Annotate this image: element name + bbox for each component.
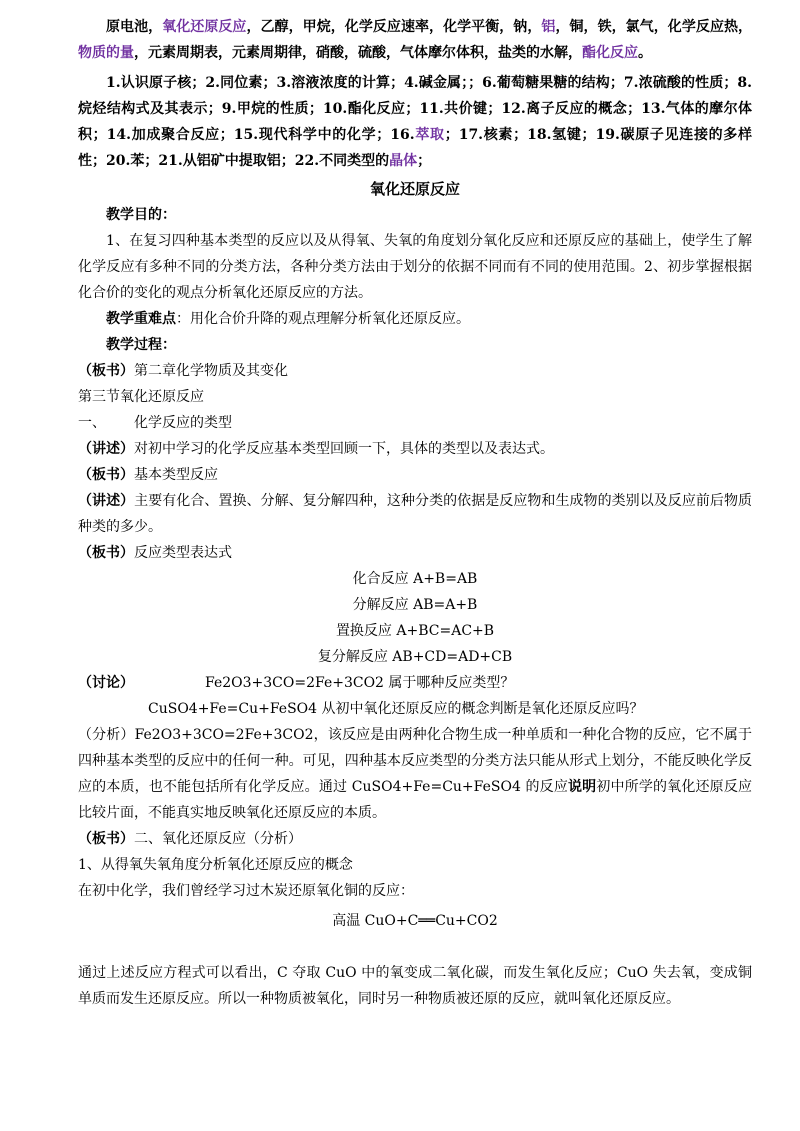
reaction-decomposition: 分解反应 AB=A+B — [352, 597, 478, 613]
board-line-1: （板书）第二章化学物质及其变化 — [78, 363, 288, 379]
discuss-line-2: CuSO4+Fe=Cu+FeSO4 从初中氧化还原反应的概念判断是氧化还原反应吗？ — [148, 701, 644, 717]
topics-paragraph: 1.认识原子核；2.同位素；3.溶液浓度的计算；4.碱金属；；6.葡萄糖果糖的结构；7.浓硫酸的性质；8.烷烃结构式及其表示；9.甲烷的性质；10.酯化反应；11.共价键；12.离子反应的概念；13.气体的摩尔体积；14.加成聚合反应；15.现代科学中的化学；16.萃取；17.核素；18.氢键；19.碳原子见连接的多样性；20.苯；21.从铝矿中提取铝；22.不同类型的晶体； — [78, 75, 752, 169]
conclusion-paragraph: 通过上述反应方程式可以看出，C 夺取 CuO 中的氧变成二氧化碳，而发生氧化反应；CuO 失去氧，变成铜单质而发生还原反应。所以一种物质被氧化，同时另一种物质被还原的反应，就叫氧化还原反应。 — [78, 965, 752, 1007]
board-line-3: （板书）反应类型表达式 — [78, 545, 232, 561]
equation-line: 高温 CuO+C══Cu+CO2 — [332, 913, 498, 929]
document-page — [78, 14, 752, 1012]
board-line-2: （板书）基本类型反应 — [78, 467, 218, 483]
talk-line-2: （讲述）主要有化合、置换、分解、复分解四种，这种分类的依据是反应物和生成物的类别以及反应前后物质种类的多少。 — [78, 493, 752, 535]
talk-line-1: （讲述）对初中学习的化学反应基本类型回顾一下，具体的类型以及表达式。 — [78, 441, 554, 457]
analysis-paragraph: （分析）Fe2O3+3CO=2Fe+3CO2，该反应是由两种化合物生成一种单质和一种化合物的反应，它不属于四种基本类型的反应中的任何一种。可见，四种基本反应类型的分类方法只能从形式上划分，不能反映化学反应的本质，也不能包括所有化学反应。通过 CuSO4+Fe=Cu+FeSO4 的反应说明初中所学的氧化还原反应比较片面，不能真实地反映氧化还原反应的本质。 — [78, 727, 753, 821]
goals-heading: 教学目的： — [106, 207, 176, 223]
reaction-combination: 化合反应 A+B=AB — [352, 571, 478, 587]
board-line-4: （板书）二、氧化还原反应（分析） — [78, 831, 302, 847]
intro-text: 在初中化学，我们曾经学习过木炭还原氧化铜的反应： — [78, 883, 414, 899]
process-heading: 教学过程： — [106, 337, 176, 353]
keypoint-line: 教学重难点：用化合价升降的观点理解分析氧化还原反应。 — [106, 311, 470, 327]
section-title: 第三节氧化还原反应 — [78, 389, 204, 405]
item-1: 一、 化学反应的类型 — [78, 415, 232, 431]
discuss-line-1: （讨论） Fe2O3+3CO=2Fe+3CO2 属于哪种反应类型？ — [78, 675, 515, 691]
goals-text: 1、在复习四种基本类型的反应以及从得氧、失氧的角度划分氧化反应和还原反应的基础上，使学生了解化学反应有多种不同的分类方法，各种分类方法由于划分的依据不同而有不同的使用范围。2、初步掌握根据化合价的变化的观点分析氧化还原反应的方法。 — [78, 233, 752, 301]
keywords-paragraph: 原电池，氧化还原反应，乙醇，甲烷，化学反应速率，化学平衡，钠，铝，铜，铁，氯气，化学反应热，物质的量，元素周期表，元素周期律，硝酸，硫酸，气体摩尔体积，盐类的水解，酯化反应。 — [78, 19, 753, 61]
lesson-title: 氧化还原反应 — [369, 180, 460, 198]
concept-heading: 1、从得氧失氧角度分析氧化还原反应的概念 — [78, 857, 353, 873]
blank-gap — [78, 934, 752, 960]
reaction-double-displacement: 复分解反应 AB+CD=AD+CB — [317, 649, 513, 665]
reaction-displacement: 置换反应 A+BC=AC+B — [335, 623, 495, 639]
